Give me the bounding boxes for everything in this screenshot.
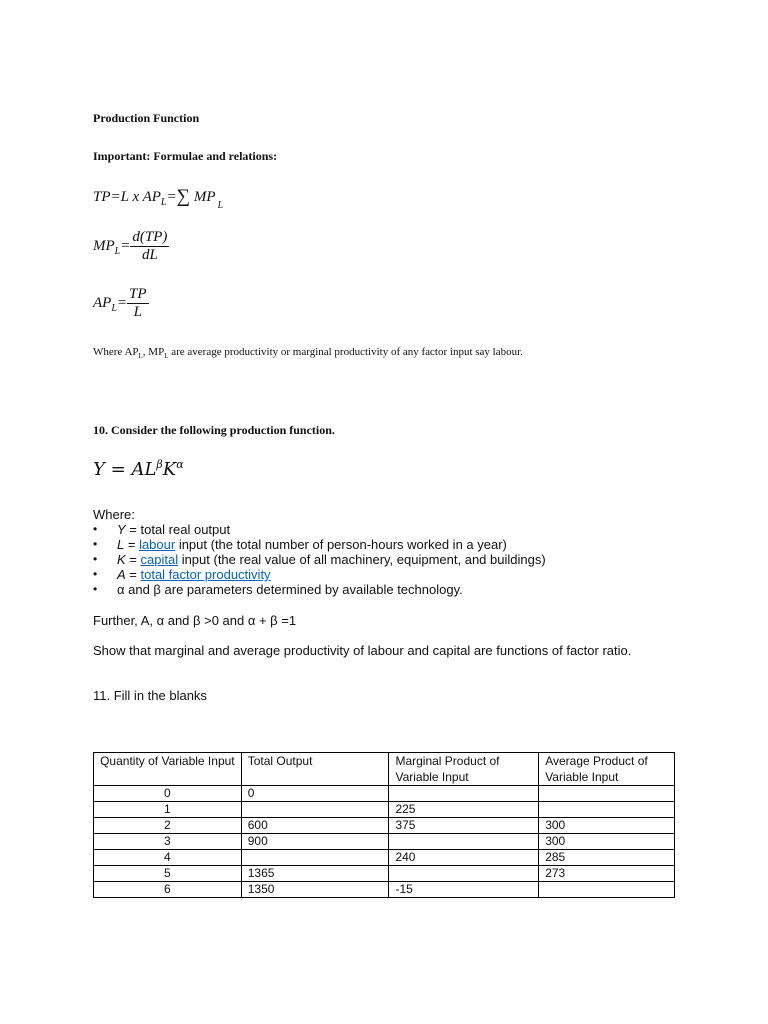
list-item: • L = labour input (the total number of person-hours worked in a year) — [93, 537, 713, 552]
table-header-row — [94, 753, 675, 786]
where-note — [93, 346, 523, 360]
eq-al: AL — [131, 459, 157, 480]
production-table — [93, 752, 675, 898]
formula-tp — [93, 186, 223, 211]
formula-mp — [93, 229, 169, 264]
table-cell: 0 — [241, 786, 389, 802]
formula-tp-lhs: TP=L x AP — [93, 189, 161, 205]
question-10-task: Show that marginal and average productivity of labour and capital are functions of factor ratio. — [93, 643, 632, 658]
fraction-denominator: L — [133, 304, 142, 320]
list-item: • Y = total real output — [93, 522, 713, 537]
where-label: Where: — [93, 507, 135, 522]
subscript-l: L — [164, 352, 169, 361]
table-cell: 240 — [389, 850, 539, 866]
page-title: Production Function — [93, 111, 200, 125]
table-cell: 5 — [94, 866, 242, 882]
table-cell: 300 — [539, 818, 675, 834]
table-cell — [389, 866, 539, 882]
table-cell: 2 — [94, 818, 242, 834]
table-cell — [539, 882, 675, 898]
formula-mp-lhs: MP — [93, 238, 115, 254]
table-cell: 1350 — [241, 882, 389, 898]
equals-sign: = — [110, 459, 126, 480]
fraction-ap — [127, 286, 149, 321]
table-cell — [539, 802, 675, 818]
note-text: are average productivity or marginal productivity of any factor input say labour. — [168, 346, 523, 358]
table-cell: 225 — [389, 802, 539, 818]
capital-link[interactable]: capital — [140, 552, 179, 567]
formula-tp-mp: MP — [193, 189, 216, 205]
question-10-title: 10. Consider the following production function. — [93, 423, 335, 437]
formula-ap-lhs: AP — [93, 295, 112, 311]
equals-sign: = — [120, 238, 131, 254]
table-cell: 900 — [241, 834, 389, 850]
labour-link[interactable]: labour — [139, 537, 176, 552]
table-cell: 0 — [94, 786, 242, 802]
table-row — [94, 802, 675, 818]
table-cell: 3 — [94, 834, 242, 850]
note-text: , MP — [142, 346, 165, 358]
subscript-l: L — [111, 302, 117, 314]
exponent-beta: β — [156, 458, 163, 471]
table-cell: -15 — [389, 882, 539, 898]
table-row — [94, 818, 675, 834]
definitions-list — [93, 522, 713, 597]
eq-y: Y — [93, 459, 105, 480]
table-cell: 1 — [94, 802, 242, 818]
subscript-l: L — [160, 197, 167, 208]
table-cell: 273 — [539, 866, 675, 882]
header-quantity: Quantity of Variable Input — [94, 753, 242, 786]
eq-k: K — [162, 459, 177, 480]
section-subtitle: Important: Formulae and relations: — [93, 149, 278, 163]
table-cell: 600 — [241, 818, 389, 834]
list-item: • A = total factor productivity — [93, 567, 713, 582]
table-cell: 285 — [539, 850, 675, 866]
table-row — [94, 850, 675, 866]
parameter-condition: Further, A, α and β >0 and α + β =1 — [93, 613, 297, 628]
fraction-numerator: TP — [129, 286, 147, 302]
subscript-l: L — [114, 245, 121, 257]
sigma-symbol: ∑ — [176, 186, 191, 207]
subscript-l: L — [138, 352, 143, 361]
equals-sign: = — [166, 189, 177, 205]
tfp-link[interactable]: total factor productivity — [140, 567, 271, 582]
table-cell — [241, 850, 389, 866]
table-cell: 4 — [94, 850, 242, 866]
table-cell: 6 — [94, 882, 242, 898]
table-cell — [389, 786, 539, 802]
subscript-l: L — [217, 200, 224, 211]
header-marginal-product: Marginal Product of Variable Input — [389, 753, 539, 786]
table-row — [94, 866, 675, 882]
list-item: • K = capital input (the real value of all machinery, equipment, and buildings) — [93, 552, 713, 567]
list-item: • α and β are parameters determined by available technology. — [93, 582, 713, 597]
note-text: Where AP — [93, 346, 139, 358]
fraction-numerator: d(TP) — [132, 229, 168, 245]
cobb-douglas-equation — [93, 458, 184, 480]
fraction-denominator: dL — [141, 247, 158, 263]
table-row — [94, 786, 675, 802]
header-average-product: Average Product of Variable Input — [539, 753, 675, 786]
table-cell — [241, 802, 389, 818]
table-row — [94, 834, 675, 850]
table-cell: 1365 — [241, 866, 389, 882]
table-cell — [389, 834, 539, 850]
question-11-title: 11. Fill in the blanks — [93, 688, 207, 703]
table-cell: 300 — [539, 834, 675, 850]
formula-ap — [93, 286, 149, 321]
equals-sign: = — [116, 295, 128, 311]
table-cell: 375 — [389, 818, 539, 834]
header-total-output: Total Output — [241, 753, 389, 786]
table-cell — [539, 786, 675, 802]
table-row — [94, 882, 675, 898]
exponent-alpha: α — [176, 458, 184, 471]
fraction-mp — [130, 229, 169, 264]
